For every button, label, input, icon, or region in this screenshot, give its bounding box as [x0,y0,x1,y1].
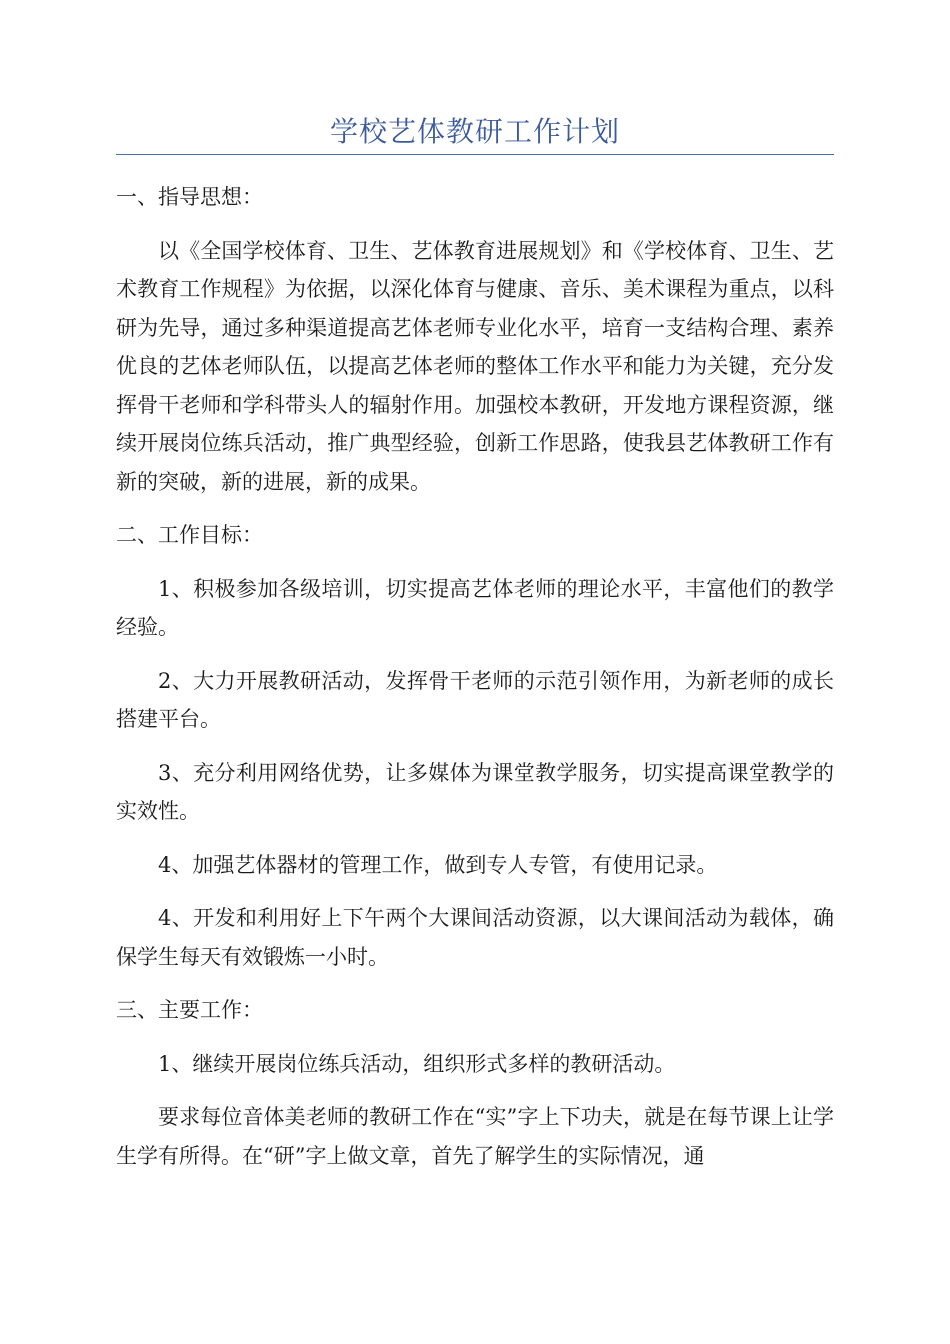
title-underline [116,154,834,155]
document-body [116,178,834,1190]
section-heading-main-work: 三、主要工作： [116,998,263,1022]
goal-item-3: 3、充分利用网络优势，让多媒体为课堂教学服务，切实提高课堂教学的实效性。 [116,760,834,823]
goal-item-5: 4、开发和利用好上下午两个大课间活动资源，以大课间活动为载体，确保学生每天有效锻炼一小时。 [116,906,834,969]
work-item-1-detail: 要求每位音体美老师的教研工作在“实”字上下功夫，就是在每节课上让学生学有所得。在“研”字上做文章，首先了解学生的实际情况，通 [116,1105,834,1168]
section-heading-work-goals: 二、工作目标： [116,523,263,547]
goal-item-1: 1、积极参加各级培训，切实提高艺体老师的理论水平，丰富他们的教学经验。 [116,576,834,639]
work-item-1: 1、继续开展岗位练兵活动，组织形式多样的教研活动。 [158,1051,676,1076]
goal-item-4: 4、加强艺体器材的管理工作，做到专人专管，有使用记录。 [158,852,718,877]
section-heading-guiding-ideology: 一、指导思想： [116,185,263,209]
paragraph-guiding-ideology: 以《全国学校体育、卫生、艺体教育进展规划》和《学校体育、卫生、艺术教育工作规程》为依据，以深化体育与健康、音乐、美术课程为重点，以科研为先导，通过多种渠道提高艺体老师专业化水平，培育一支结构合理、素养优良的艺体老师队伍，以提高艺体老师的整体工作水平和能力为关键，充分发挥骨干老师和学科带头人的辐射作用。加强校本教研，开发地方课程资源，继续开展岗位练兵活动，推广典型经验，创新工作思路，使我县艺体教研工作有新的突破，新的进展，新的成果。 [116,238,834,494]
goal-item-2: 2、大力开展教研活动，发挥骨干老师的示范引领作用，为新老师的成长搭建平台。 [116,668,834,731]
document-title: 学校艺体教研工作计划 [329,115,620,148]
